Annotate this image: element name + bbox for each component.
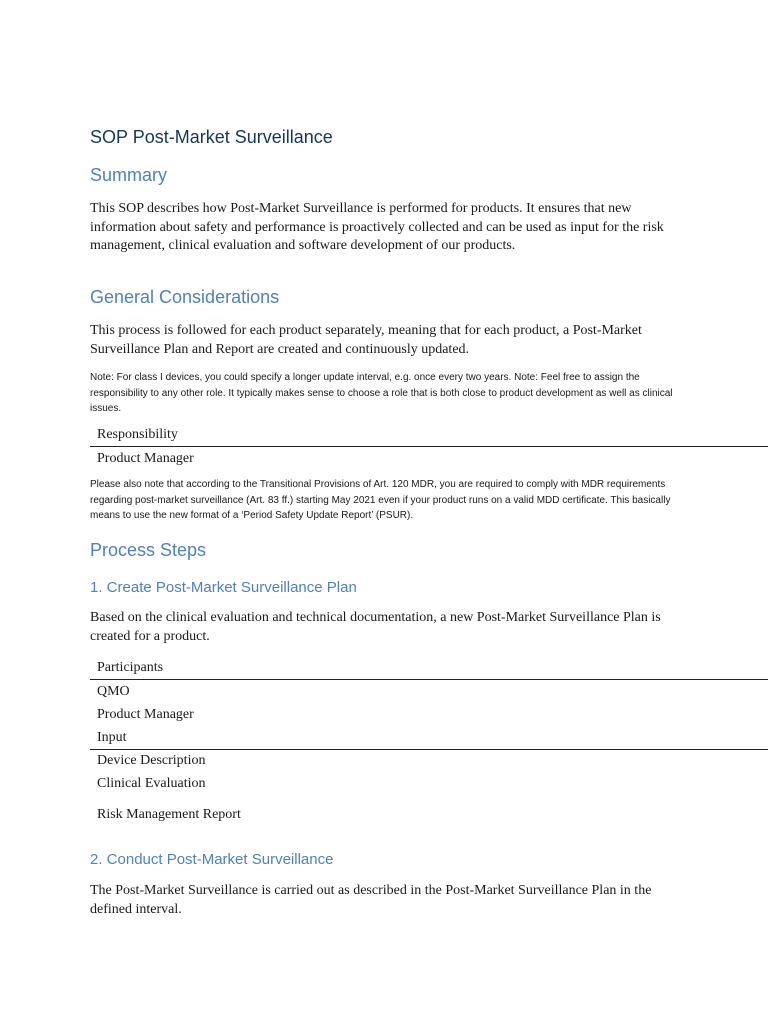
- summary-text: This SOP describes how Post-Market Surveillance is performed for products. It ensures that new information about safety and performance is proactively collected and can be used as input for the risk management, clinical evaluation and software development of our products.: [90, 201, 664, 253]
- input-item: Risk Management Report: [97, 807, 241, 822]
- general-considerations-text: This process is followed for each product separately, meaning that for each product, a Post-Market Surveillance Plan and Report are created and continuously updated.: [90, 323, 642, 357]
- participant-item: QMO: [97, 684, 130, 699]
- class-i-note: Note: For class I devices, you could specify a longer update interval, e.g. once every two years. Note: Feel free to assign the responsibility to any other role. It typically makes sense to choose a role that is both close to product development as well as clinical issues.: [90, 372, 673, 414]
- input-item: Device Description: [97, 753, 206, 768]
- process-steps-heading: Process Steps: [90, 540, 207, 560]
- general-considerations-heading: General Considerations: [90, 287, 280, 307]
- table-divider: [90, 749, 768, 750]
- step2-text: The Post-Market Surveillance is carried out as described in the Post-Market Surveillance Plan in the defined interval.: [90, 883, 652, 917]
- responsibility-header: Responsibility: [97, 427, 178, 442]
- step2-heading: 2. Conduct Post-Market Surveillance: [90, 851, 334, 868]
- table-divider: [90, 679, 768, 680]
- step1-heading: 1. Create Post-Market Surveillance Plan: [90, 579, 357, 596]
- participant-item: Product Manager: [97, 707, 194, 722]
- table-divider: [90, 446, 768, 447]
- page-title: SOP Post-Market Surveillance: [90, 127, 333, 147]
- transitional-provisions-note: Please also note that according to the Transitional Provisions of Art. 120 MDR, you are required to comply with MDR requirements regarding post-market surveillance (Art. 83 ff.) starting May 2021 even if your product runs on a valid MDD certificate. This basically means to use the new format of a ‘Period Safety Update Report’ (PSUR).: [90, 479, 671, 521]
- summary-heading: Summary: [90, 165, 168, 185]
- step1-text: Based on the clinical evaluation and technical documentation, a new Post-Market Surveillance Plan is created for a product.: [90, 610, 661, 644]
- input-header: Input: [97, 730, 127, 745]
- participants-header: Participants: [97, 660, 164, 675]
- responsibility-value: Product Manager: [97, 451, 194, 466]
- input-item: Clinical Evaluation: [97, 776, 206, 791]
